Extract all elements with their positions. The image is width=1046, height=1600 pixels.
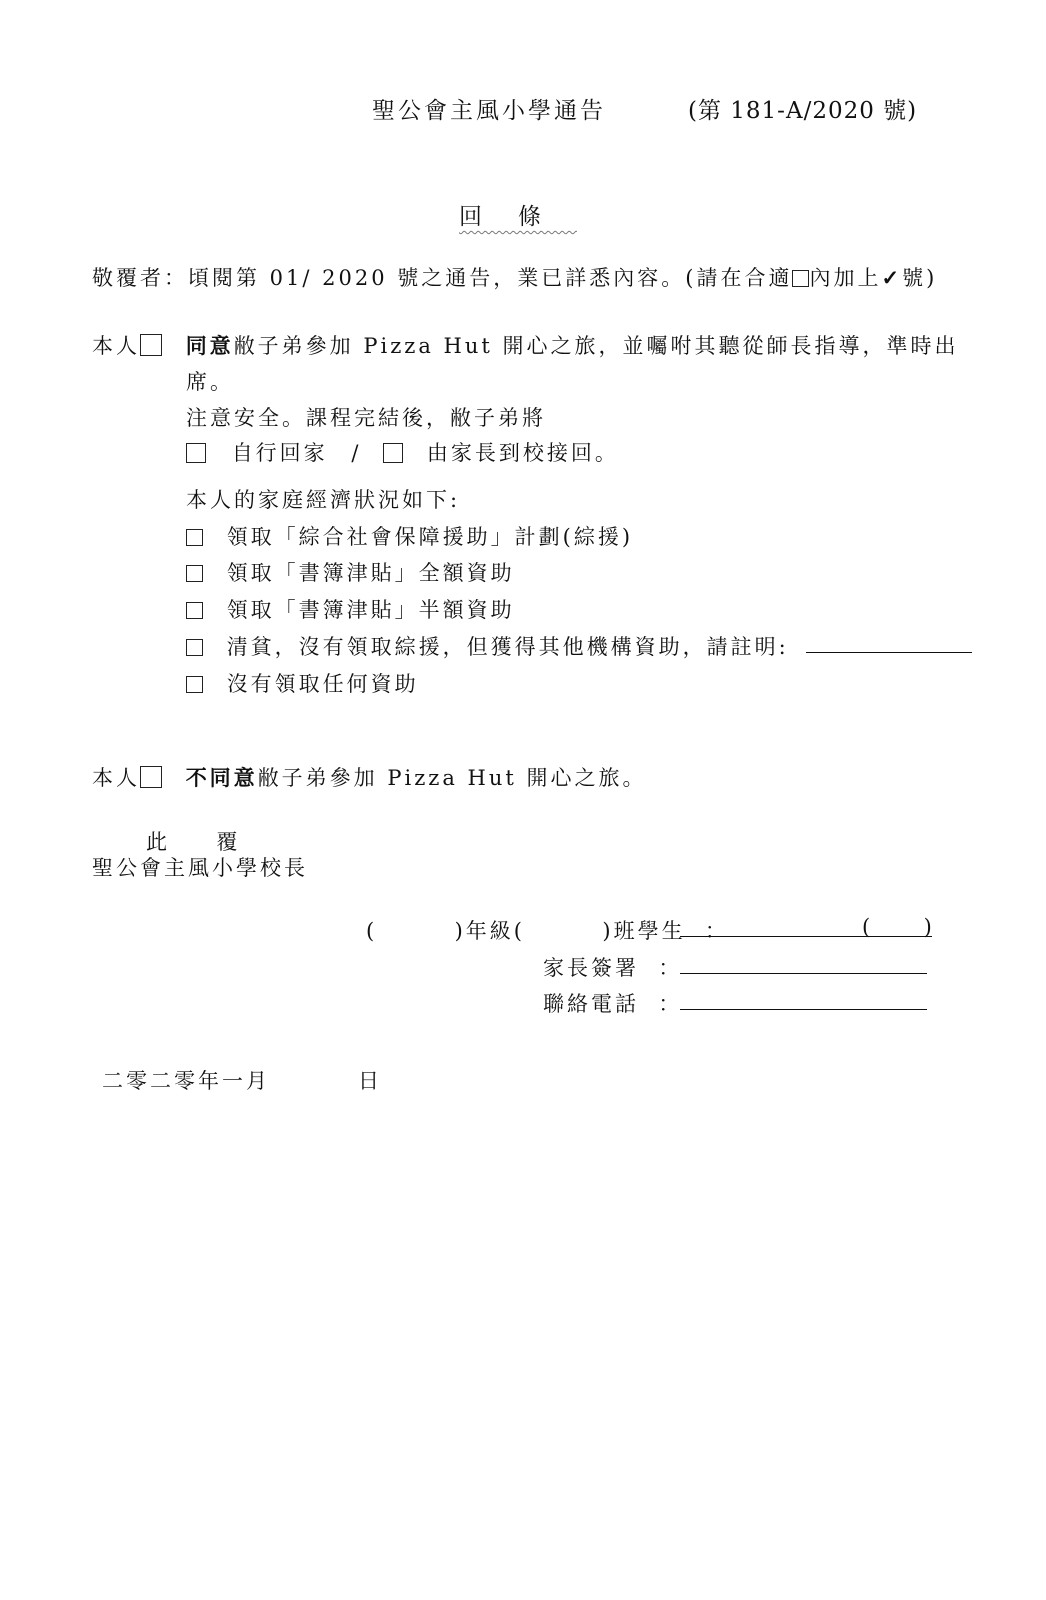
parent-signature-label: 家長簽署 ：	[543, 956, 683, 980]
finance-option	[186, 521, 633, 551]
agree-line	[92, 330, 958, 360]
sample-checkbox-icon	[792, 270, 809, 287]
finance-checkbox-full-grant[interactable]	[186, 565, 203, 582]
finance-option-label: 清貧，沒有領取綜援，但獲得其他機構資助，請註明:	[226, 635, 789, 659]
disagree-prefix: 本人	[92, 766, 140, 790]
finance-checkbox-other-aid[interactable]	[186, 639, 203, 656]
finance-option-label: 領取「書簿津貼」全額資助	[226, 561, 515, 585]
date-day: 日	[358, 1069, 379, 1093]
contact-phone-label: 聯絡電話 ：	[543, 992, 683, 1016]
other-aid-blank[interactable]	[806, 652, 972, 653]
finance-checkbox-half-grant[interactable]	[186, 602, 203, 619]
parent-signature-blank[interactable]	[680, 973, 927, 974]
agree-prefix: 本人	[92, 334, 140, 358]
page-title: 回條	[459, 204, 577, 230]
option-self-home: 自行回家	[231, 441, 328, 465]
agree-word: 同意	[185, 333, 234, 358]
date-text: 二零二零年一月	[102, 1069, 270, 1093]
student-number-paren: ( )	[862, 915, 932, 939]
parent-pickup-checkbox[interactable]	[383, 443, 403, 463]
disagree-checkbox[interactable]	[140, 766, 162, 788]
intro-tail: 內加上	[809, 266, 882, 290]
finance-option	[186, 557, 515, 587]
self-home-checkbox[interactable]	[186, 443, 206, 463]
intro-end: 號)	[902, 266, 938, 290]
finance-option	[186, 631, 789, 661]
intro-text: 敬覆者：頃閱第 01/ 2020 號之通告，業已詳悉內容。(請在合適	[92, 266, 793, 290]
disagree-line	[92, 762, 646, 792]
closing-line: 此 覆	[146, 830, 250, 854]
disagree-text: 敝子弟參加 Pizza Hut 開心之旅。	[257, 766, 647, 790]
finance-option	[186, 668, 419, 698]
agree-text: 敝子弟參加 Pizza Hut 開心之旅，並囑咐其聽從師長指導，準時出	[233, 334, 959, 358]
school-notice-title: 聖公會主風小學通告	[372, 98, 606, 124]
contact-phone-blank[interactable]	[680, 1009, 927, 1010]
option-parent-pickup: 由家長到校接回。	[426, 441, 619, 465]
finance-option-label: 領取「綜合社會保障援助」計劃(綜援)	[226, 525, 634, 549]
finance-option	[186, 594, 515, 624]
agree-text-continued: 席。	[186, 370, 234, 394]
safety-text: 注意安全。課程完結後，敝子弟將	[186, 406, 546, 430]
principal-line: 聖公會主風小學校長	[92, 856, 308, 880]
option-separator: /	[351, 441, 362, 465]
finance-heading: 本人的家庭經濟狀況如下:	[186, 488, 461, 512]
checkmark-icon: ✓	[881, 265, 903, 290]
finance-checkbox-none[interactable]	[186, 676, 203, 693]
finance-option-label: 領取「書簿津貼」半額資助	[226, 598, 515, 622]
intro-line	[92, 262, 937, 292]
class-student-label: ( )年級( )班學生 ：	[366, 919, 729, 943]
finance-checkbox-cssa[interactable]	[186, 529, 203, 546]
finance-option-label: 沒有領取任何資助	[226, 672, 419, 696]
pickup-options	[186, 437, 619, 467]
disagree-word: 不同意	[185, 765, 258, 790]
notice-number: (第 181-A/2020 號)	[688, 98, 918, 124]
agree-checkbox[interactable]	[140, 334, 162, 356]
